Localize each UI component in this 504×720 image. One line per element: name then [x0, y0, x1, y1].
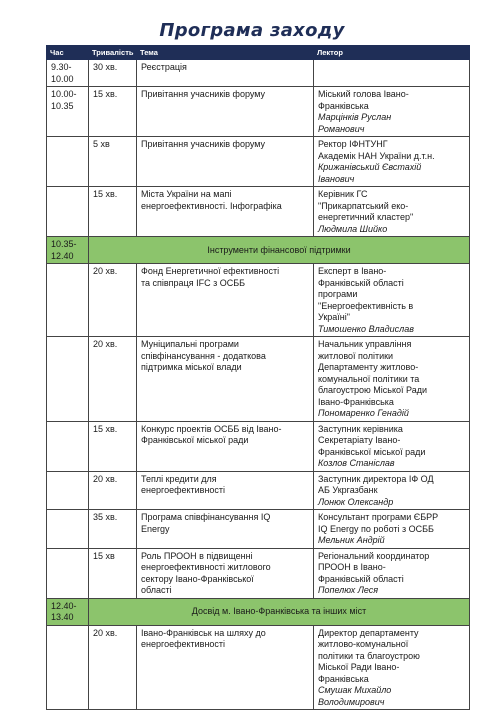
section-title: Досвід м. Івано-Франківська та інших міст — [89, 598, 470, 625]
table-row — [47, 421, 470, 471]
section-time-cell: 12.40- 13.40 — [47, 598, 89, 625]
table-row — [47, 548, 470, 598]
section-time-cell: 10.35- 12.40 — [47, 237, 89, 264]
section-title: Інструменти фінансової підтримки — [89, 237, 470, 264]
time-cell — [47, 510, 89, 549]
table-row — [47, 60, 470, 87]
header-speaker: Лектор — [314, 46, 470, 60]
speaker-name: Попелюх Леся — [318, 585, 379, 595]
table-row — [47, 264, 470, 337]
topic-cell: Конкурс проектів ОСББ від Івано- Франківської міської ради — [137, 421, 314, 471]
speaker-cell: Консультант програми ЄБРР IQ Energy по роботі з ОСББ Мельник Андрій — [314, 510, 470, 549]
speaker-name: Людмила Шийко — [318, 223, 388, 234]
time-cell — [47, 421, 89, 471]
speaker-cell: Міський голова Івано- Франківська Марцінків Руслан Романович — [314, 87, 470, 137]
time-cell — [47, 471, 89, 510]
duration-cell: 20 хв. — [89, 337, 137, 422]
speaker-cell — [314, 60, 470, 87]
duration-cell: 20 хв. — [89, 471, 137, 510]
duration-cell: 5 хв — [89, 137, 137, 187]
speaker-name: Марцінків Руслан Романович — [318, 112, 392, 134]
speaker-name: Крижанівський Євстахій Іванович — [318, 162, 422, 184]
header-duration: Тривалість — [89, 46, 137, 60]
speaker-name: Мельник Андрій — [318, 535, 385, 545]
table-row — [47, 337, 470, 422]
duration-cell: 15 хв. — [89, 421, 137, 471]
duration-cell: 20 хв. — [89, 625, 137, 710]
speaker-name: Лонюк Олександр — [318, 496, 394, 507]
speaker-cell: Керівник ГС "Прикарпатський еко- енергетичний кластер" Людмила Шийко — [314, 187, 470, 237]
topic-cell: Муніципальні програми співфінансування - додаткова підтримка міської влади — [137, 337, 314, 422]
time-cell: 10.00- 10.35 — [47, 87, 89, 137]
topic-cell: Програма співфінансування IQ Energy — [137, 510, 314, 549]
header-topic: Тема — [137, 46, 314, 60]
topic-cell: Теплі кредити для енергоефективності — [137, 471, 314, 510]
time-cell — [47, 548, 89, 598]
topic-cell: Роль ПРООН в підвищенні енергоефективності житлового сектору Івано-Франківської області — [137, 548, 314, 598]
page-title: Програма заходу — [159, 20, 345, 41]
topic-cell: Фонд Енергетичної ефективності та співпраця IFC з ОСББ — [137, 264, 314, 337]
table-header — [47, 46, 470, 60]
table-row — [47, 471, 470, 510]
speaker-name: Смушак Михайло Володимирович — [318, 685, 392, 707]
time-cell — [47, 264, 89, 337]
table-row — [47, 137, 470, 187]
time-cell — [47, 137, 89, 187]
duration-cell: 30 хв. — [89, 60, 137, 87]
section-row — [47, 598, 470, 625]
speaker-cell: Директор департаменту житлово-комунальної політики та благоустрою Міської Ради Івано- Франківська Смушак Михайло Володимирович — [314, 625, 470, 710]
speaker-cell: Ректор ІФНТУНГ Академік НАН України д.т.н. Крижанівський Євстахій Іванович — [314, 137, 470, 187]
topic-cell: Привітання учасників форуму — [137, 137, 314, 187]
time-cell — [47, 625, 89, 710]
table-row — [47, 87, 470, 137]
table-row — [47, 187, 470, 237]
time-cell: 9.30- 10.00 — [47, 60, 89, 87]
speaker-name: Козлов Станіслав — [318, 458, 395, 468]
duration-cell: 35 хв. — [89, 510, 137, 549]
duration-cell: 15 хв. — [89, 87, 137, 137]
duration-cell: 15 хв — [89, 548, 137, 598]
time-cell — [47, 337, 89, 422]
speaker-cell: Заступник керівника Секретаріату Івано- Франківської міської ради Козлов Станіслав — [314, 421, 470, 471]
speaker-cell: Заступник директора ІФ ОД АБ Укргазбанк Лонюк Олександр — [314, 471, 470, 510]
speaker-cell: Експерт в Івано- Франківській області програми "Енергоефективність в Україні" Тимошенко Владислав — [314, 264, 470, 337]
speaker-name: Пономаренко Генадій — [318, 408, 409, 418]
topic-cell: Реєстрація — [137, 60, 314, 87]
section-row — [47, 237, 470, 264]
duration-cell: 20 хв. — [89, 264, 137, 337]
topic-cell: Міста України на мапі енергоефективності. Інфографіка — [137, 187, 314, 237]
duration-cell: 15 хв. — [89, 187, 137, 237]
speaker-cell: Регіональний координатор ПРООН в Івано- Франківській області Попелюх Леся — [314, 548, 470, 598]
speaker-cell: Начальник управління житлової політики Департаменту житлово- комунальної політики та благоустрою Міської Ради Івано-Франківська Пономаренко Генадій — [314, 337, 470, 422]
topic-cell: Привітання учасників форуму — [137, 87, 314, 137]
time-cell — [47, 187, 89, 237]
table-row — [47, 625, 470, 710]
header-time: Час — [47, 46, 89, 60]
table-row — [47, 510, 470, 549]
speaker-name: Тимошенко Владислав — [318, 323, 414, 334]
topic-cell: Івано-Франківськ на шляху до енергоефективності — [137, 625, 314, 710]
program-table — [46, 45, 470, 710]
